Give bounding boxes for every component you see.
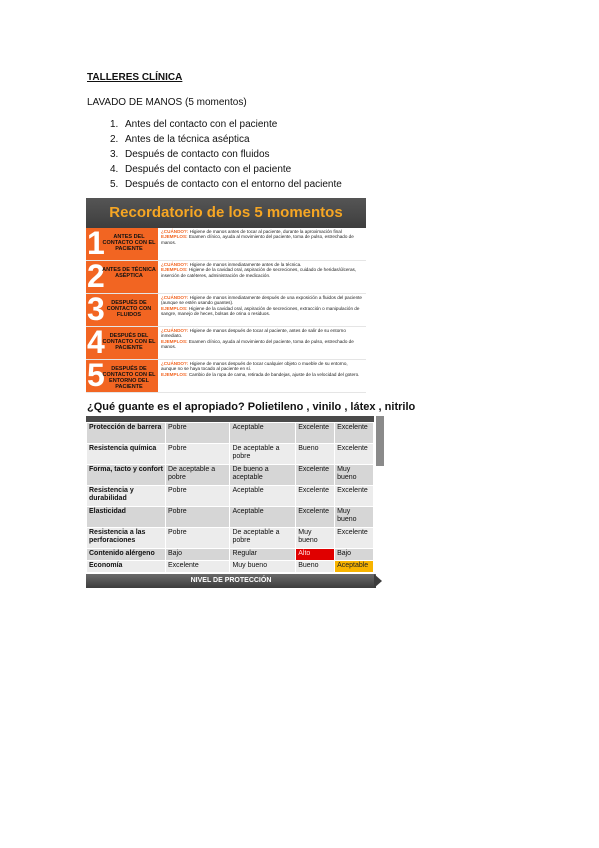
- moment-number: 3: [87, 291, 105, 327]
- property-cell: Protección de barrera: [87, 423, 166, 444]
- moment-number: 1: [87, 225, 105, 261]
- examples-line: EJEMPLOS: Cambio de la ropa de cama, retirada de bandejas, ajuste de la velocidad del gotero.: [161, 371, 360, 377]
- moments-list: [110, 117, 342, 192]
- value-cell: De aceptable a pobre: [230, 528, 296, 549]
- reminder-row-text: [158, 294, 366, 326]
- value-cell: De aceptable a pobre: [166, 465, 230, 486]
- arrow-tip: [374, 574, 382, 588]
- reminder-row: [86, 225, 366, 261]
- reminder-title: Recordatorio de los 5 momentos: [86, 198, 366, 228]
- value-cell: Pobre: [166, 444, 230, 465]
- value-cell: Regular: [230, 549, 296, 561]
- moment-label: ANTES DE TÉCNICA ASÉPTICA: [102, 267, 156, 279]
- property-cell: Contenido alérgeno: [87, 549, 166, 561]
- examples-line: EJEMPLOS: Examen clínico, ayuda al movimiento del paciente, toma de pulso, estrechado de manos.: [161, 338, 354, 350]
- moment-number: 4: [87, 324, 105, 360]
- value-cell: Excelente: [335, 486, 374, 507]
- value-cell: Excelente: [296, 465, 335, 486]
- moment-label: DESPUÉS DE CONTACTO CON FLUIDOS: [106, 300, 152, 318]
- table-row: [87, 507, 374, 528]
- value-cell: Aceptable: [230, 486, 296, 507]
- value-cell: Excelente: [335, 528, 374, 549]
- when-line: ¿CUÁNDO?: Higiene de manos después de tocar al paciente, antes de salir de su entorno inmediato.: [161, 328, 346, 339]
- when-line: ¿CUÁNDO?: Higiene de manos inmediatamente después de una exposición a fluidos del paciente (aunque se estén usando guantes).: [161, 295, 362, 306]
- reminder-row-badge: [86, 324, 158, 360]
- moment-number: 2: [87, 258, 105, 294]
- examples-line: EJEMPLOS: Higiene de la cavidad oral, aspiración de secreciones, extracción o manipulación de sangre, manejo de heces, bolsas de orina o residuos.: [161, 305, 360, 317]
- reminder-row-badge: [86, 258, 158, 294]
- protection-level-label: NIVEL DE PROTECCIÓN: [86, 574, 376, 588]
- value-cell: Bueno: [296, 444, 335, 465]
- reminder-row-text: [158, 228, 366, 260]
- table-row: [87, 423, 374, 444]
- value-cell: Pobre: [166, 507, 230, 528]
- table-row: [87, 444, 374, 465]
- property-cell: Elasticidad: [87, 507, 166, 528]
- document-title: TALLERES CLÍNICA: [87, 72, 183, 83]
- glove-question: ¿Qué guante es el apropiado? Polietileno , vinilo , látex , nitrilo: [87, 401, 416, 413]
- value-cell: Alto: [296, 549, 335, 561]
- value-cell: Pobre: [166, 528, 230, 549]
- value-cell: Aceptable: [230, 423, 296, 444]
- value-cell: Excelente: [296, 507, 335, 528]
- value-cell: Muy bueno: [230, 561, 296, 573]
- when-line: ¿CUÁNDO?: Higiene de manos antes de tocar al paciente, durante la aproximación final: [161, 229, 342, 234]
- property-cell: Resistencia química: [87, 444, 166, 465]
- value-cell: Muy bueno: [335, 507, 374, 528]
- examples-line: EJEMPLOS: Examen clínico, ayuda al movimiento del paciente, toma de pulso, estrechado de manos.: [161, 234, 354, 245]
- five-moments-reminder-image: [86, 198, 366, 393]
- value-cell: Bueno: [296, 561, 335, 573]
- value-cell: Bajo: [166, 549, 230, 561]
- table-row: [87, 561, 374, 573]
- value-cell: Pobre: [166, 423, 230, 444]
- property-cell: Economía: [87, 561, 166, 573]
- reminder-row: [86, 258, 366, 294]
- value-cell: Excelente: [296, 486, 335, 507]
- table-side-bar: [376, 416, 384, 466]
- reminder-row: [86, 291, 366, 327]
- value-cell: Muy bueno: [335, 465, 374, 486]
- list-item: 2. Antes de la técnica aséptica: [110, 134, 250, 145]
- moment-number: 5: [87, 357, 105, 393]
- moment-label: DESPUÉS DEL CONTACTO CON EL PACIENTE: [102, 333, 156, 351]
- value-cell: Excelente: [335, 423, 374, 444]
- table-row: [87, 465, 374, 486]
- property-cell: Resistencia y durabilidad: [87, 486, 166, 507]
- property-cell: Forma, tacto y confort: [87, 465, 166, 486]
- value-cell: Aceptable: [230, 507, 296, 528]
- reminder-row-badge: [86, 225, 158, 261]
- reminder-row-badge: [86, 291, 158, 327]
- protection-level-arrow: [86, 574, 382, 588]
- list-item: 5. Después de contacto con el entorno del paciente: [110, 179, 342, 190]
- reminder-row-text: [158, 327, 366, 359]
- moment-label: ANTES DEL CONTACTO CON EL PACIENTE: [102, 234, 156, 252]
- section-subtitle: LAVADO DE MANOS (5 momentos): [87, 97, 247, 108]
- value-cell: Excelente: [296, 423, 335, 444]
- value-cell: Pobre: [166, 486, 230, 507]
- reminder-row-text: [158, 360, 366, 392]
- value-cell: Aceptable: [335, 561, 374, 573]
- reminder-row: [86, 357, 366, 393]
- value-cell: Bajo: [335, 549, 374, 561]
- value-cell: Excelente: [166, 561, 230, 573]
- reminder-row-text: [158, 261, 366, 293]
- value-cell: Excelente: [335, 444, 374, 465]
- table-row: [87, 549, 374, 561]
- list-item: 1. Antes del contacto con el paciente: [110, 119, 278, 130]
- reminder-row-badge: [86, 357, 158, 393]
- property-cell: Resistencia a las perforaciones: [87, 528, 166, 549]
- list-item: 4. Después del contacto con el paciente: [110, 164, 292, 175]
- examples-line: EJEMPLOS: Higiene de la cavidad oral, aspiración de secreciones, cuidado de heridas/úlceras, inserción de catéteres, administración de medicación.: [161, 267, 357, 278]
- reminder-row: [86, 324, 366, 360]
- when-line: ¿CUÁNDO?: Higiene de manos después de tocar cualquier objeto o mueble de su entorno, aunque no se haya tocado al paciente en sí.: [161, 361, 348, 372]
- list-item: 3. Después de contacto con fluidos: [110, 149, 270, 160]
- table-row: [87, 528, 374, 549]
- table-row: [87, 486, 374, 507]
- value-cell: De bueno a aceptable: [230, 465, 296, 486]
- value-cell: De aceptable a pobre: [230, 444, 296, 465]
- glove-comparison-table: [86, 416, 374, 573]
- value-cell: Muy bueno: [296, 528, 335, 549]
- when-line: ¿CUÁNDO?: Higiene de manos inmediatamente antes de la técnica.: [161, 262, 302, 267]
- moment-label: DESPUÉS DE CONTACTO CON EL ENTORNO DEL PACIENTE: [102, 366, 156, 390]
